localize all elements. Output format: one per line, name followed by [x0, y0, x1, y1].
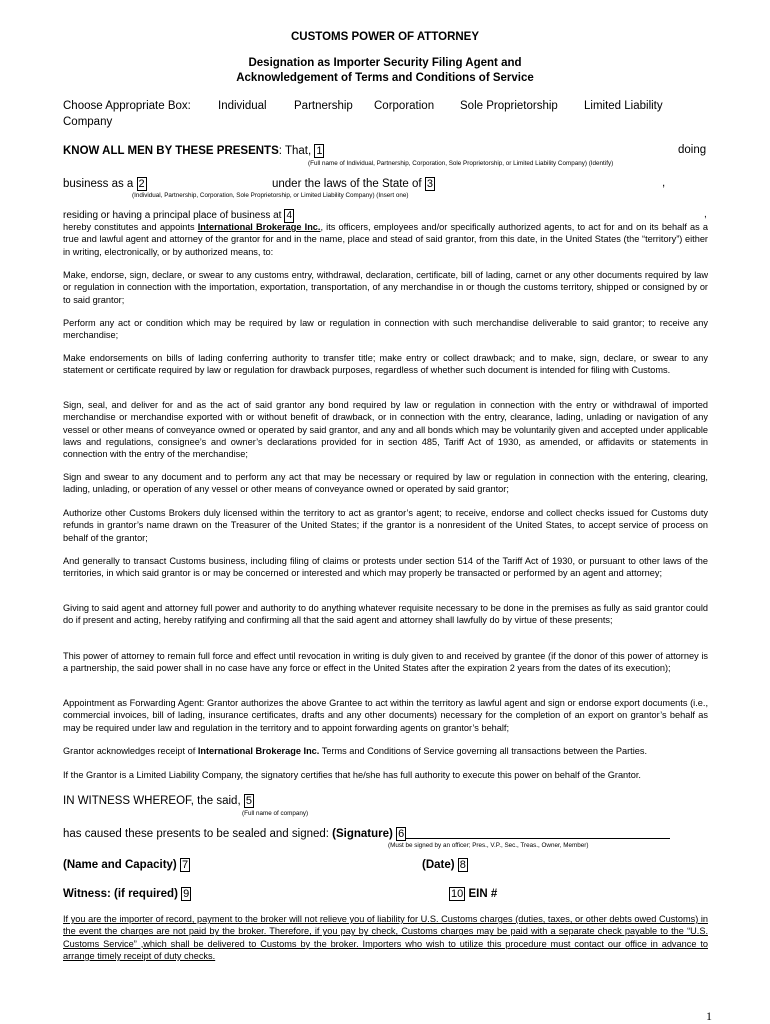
- signature-hint: (Must be signed by an officer; Pres., V.P., Sec., Treas., Owner, Member): [388, 842, 589, 849]
- paragraph-acknowledgement: [63, 745, 708, 757]
- company-name-hint: (Full name of company): [242, 810, 309, 817]
- signature-underline: [405, 838, 670, 839]
- field-8-date[interactable]: 8: [459, 859, 466, 871]
- date-line: [422, 858, 468, 872]
- field-1-grantor-name[interactable]: 1: [316, 145, 323, 157]
- appointment-paragraph: [63, 221, 708, 258]
- under-laws-text: under the laws of the State of: [272, 178, 422, 190]
- paragraph-other-brokers: Authorize other Customs Brokers duly licensed within the territory to act as grantor’s agent; to receive, endorse and collect checks issued for Customs duty refunds in grantor’s name drawn on the Treasurer of the United States; if the grantor is a nonresident of the United States, to accept service of process on behalf of the grantor;: [63, 508, 708, 543]
- page-number: 1: [706, 1009, 712, 1023]
- paragraph-sign-swear: Sign and swear to any document and to perform any act that may be necessary or required by law or regulation in connection with the entering, clearing, lading, unlading, or operation of any vessel or other means of conveyance owned or operated by said grantor;: [63, 472, 708, 495]
- signature-label: (Signature): [332, 828, 393, 840]
- residing-text: residing or having a principal place of business at: [63, 210, 282, 221]
- paragraph-revocation: This power of attorney to remain full force and effect until revocation in writing is duly given to and received by grantee (if the donor of this power of attorney is a partnership, the said power shall in no case have any force or effect in the United States after the expiration 2 years from the dates of its execution);: [63, 651, 708, 674]
- business-as-text: business as a: [63, 178, 134, 190]
- document-subtitle-line-1: Designation as Importer Security Filing Agent and: [248, 57, 522, 69]
- signature-line: [63, 827, 406, 841]
- witness-line: [63, 794, 254, 808]
- ack-pre: Grantor acknowledges receipt of: [63, 746, 198, 756]
- field-3-state[interactable]: 3: [426, 178, 433, 190]
- paragraph-general-business: And generally to transact Customs business, including filing of claims or protests under section 514 of the Tariff Act of 1930, or pursuant to other laws of the territories, in which said grantor is or may be concerned or interested and which may properly be transacted or performed by an agent and attorney;: [63, 556, 708, 579]
- paragraph-customs-entry: Make, endorse, sign, declare, or swear to any customs entry, withdrawal, declaration, certificate, bill of lading, carnet or any other documents required by law or regulation in connection with the importation, exportation, transportation, of any merchandise in or though the customs territory, shipped or consigned by or to said grantor;: [63, 270, 708, 305]
- option-sole-proprietorship[interactable]: Sole Proprietorship: [460, 100, 558, 112]
- option-partnership[interactable]: Partnership: [294, 100, 353, 112]
- entity-choice-label: Choose Appropriate Box:: [63, 100, 191, 112]
- appointment-pre: hereby constitutes and appoints: [63, 222, 198, 232]
- know-all-heading: KNOW ALL MEN BY THESE PRESENTS: [63, 145, 279, 157]
- business-comma: ,: [662, 177, 666, 189]
- residing-comma: ,: [704, 209, 707, 220]
- witness-required-line: [63, 887, 191, 901]
- know-all-line: [63, 144, 324, 158]
- field-6-signature[interactable]: 6: [398, 828, 405, 840]
- paragraph-endorsements: Make endorsements on bills of lading conferring authority to transfer title; make entry or collect drawback; and to make, sign, declare, or swear to any statement or certificate required by law or regulation for drawback purposes, regardless of whether such document is intended for filing with Customs.: [63, 353, 708, 376]
- state-line: [272, 177, 435, 191]
- paragraph-forwarding-agent: Appointment as Forwarding Agent: Grantor authorizes the above Grantee to act within the territory as lawful agent and sign or endorse export documents (i.e., commercial invoices, bill of lading, insurance certificates, drafts and any other documents) necessary for the completion of an export on grantor’s behalf as may be required under law and regulation in the territory and to appoint forwarding agents on grantor’s behalf;: [63, 698, 708, 733]
- ein-label: EIN #: [468, 888, 498, 900]
- grantor-name-hint: (Full name of Individual, Partnership, Corporation, Sole Proprietorship, or Limited Liability Company) (Identify): [308, 160, 614, 167]
- ack-broker-name: International Brokerage Inc.: [197, 746, 320, 756]
- field-10-ein[interactable]: 10: [451, 888, 464, 900]
- importer-liability-notice: If you are the importer of record, payment to the broker will not relieve you of liability for U.S. Customs charges (duties, taxes, or other debts owed Customs) in the event the charges are not paid by the broker. Therefore, if you pay by check, Customs charges may be paid with a separate check payable to the “U.S. Customs Service” ,which shall be delivered to Customs by the broker. Importers who wish to utilize this procedure must contact our office in advance to arrange timely receipt of duty checks.: [63, 914, 708, 961]
- date-label: (Date): [422, 859, 455, 871]
- entity-type-hint: (Individual, Partnership, Corporation, Sole Proprietorship, or Limited Liability Company) (Insert one): [132, 192, 409, 199]
- witness-text: IN WITNESS WHEREOF, the said,: [63, 795, 241, 807]
- doing-text: doing: [678, 144, 707, 156]
- field-9-witness[interactable]: 9: [183, 888, 190, 900]
- paragraph-perform-act: Perform any act or condition which may be required by law or regulation in connection with such merchandise deliverable to said grantor; to receive any merchandise;: [63, 318, 708, 341]
- broker-name: International Brokerage Inc.: [197, 222, 321, 232]
- field-5-company-name[interactable]: 5: [245, 795, 252, 807]
- ack-post: Terms and Conditions of Service governing all transactions between the Parties.: [319, 746, 648, 756]
- paragraph-full-power: Giving to said agent and attorney full power and authority to do anything whatever requisite necessary to be done in the premises as fully as said grantor could do if present and acting, hereby ratifying and confirming all that the said agent and attorney shall lawfully do by virtue of these presents;: [63, 603, 708, 626]
- know-all-that: : That,: [278, 145, 312, 157]
- appointment-post: , its officers, employees and/or specifically authorized agents, to act for and on its behalf as a true and lawful agent and attorney of the grantor for and in the name, place and stead of said grantor, from this date, in the United States (the “territory”) either in writing, electronically, or by authorized means, to:: [63, 222, 708, 257]
- document-subtitle-line-2: Acknowledgement of Terms and Conditions of Service: [236, 72, 534, 84]
- name-capacity-label: (Name and Capacity): [63, 859, 177, 871]
- option-individual[interactable]: Individual: [218, 100, 267, 112]
- name-capacity-line: [63, 858, 190, 872]
- paragraph-bonds: Sign, seal, and deliver for and as the act of said grantor any bond required by law or regulation in connection with the entry or withdrawal of imported merchandise or merchandise exported with or without benefit of drawback, or in connection with the entry, clearance, lading, unlading or navigation of any vessel or other means of conveyance owned or operated by said grantor, and any and all bonds which may be voluntarily given and accepted under applicable laws and regulations, consignee’s and owner’s declarations provided for in section 485, Tariff Act of 1930, as amended, or affidavits or statements in connection with the entry of the merchandise;: [63, 400, 708, 460]
- field-7-name-capacity[interactable]: 7: [181, 859, 189, 871]
- option-limited-liability[interactable]: Limited Liability: [584, 100, 663, 112]
- field-4-address[interactable]: 4: [284, 209, 294, 223]
- document-title: CUSTOMS POWER OF ATTORNEY: [290, 31, 480, 43]
- option-limited-liability-wrap: Company: [63, 116, 113, 128]
- paragraph-llc-certification: If the Grantor is a Limited Liability Company, the signatory certifies that he/she has full authority to execute this power on behalf of the Grantor.: [63, 770, 641, 780]
- business-as-line: [63, 177, 147, 191]
- signature-pre: has caused these presents to be sealed and signed:: [63, 828, 333, 840]
- option-corporation[interactable]: Corporation: [374, 100, 435, 112]
- witness-required-label: Witness: (if required): [63, 888, 178, 900]
- field-2-entity-type[interactable]: 2: [138, 178, 145, 190]
- ein-line: [449, 887, 497, 901]
